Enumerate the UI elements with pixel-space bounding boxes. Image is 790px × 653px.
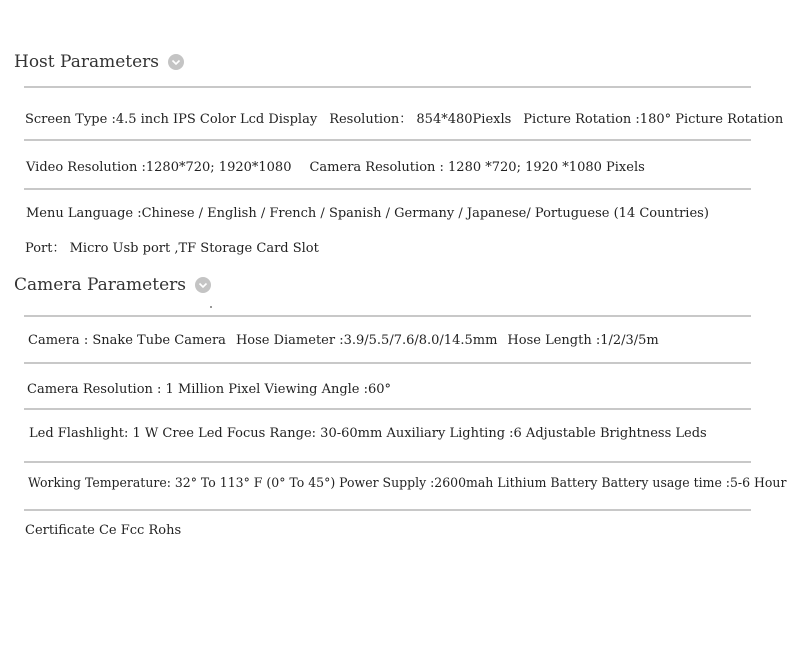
divider	[24, 86, 751, 88]
host-row-video	[26, 160, 645, 175]
chevron-down-icon[interactable]	[168, 54, 184, 70]
menu-language-text: Menu Language :Chinese / English / French / Spanish / Germany / Japanese/ Portuguese (14 Countries)	[26, 206, 709, 221]
led-flashlight-text: Led Flashlight: 1 W Cree Led Focus Range: 30-60mm Auxiliary Lighting :6 Adjustable Brightness Leds	[29, 426, 707, 441]
screen-type-text: Screen Type :4.5 inch IPS Color Lcd Display	[25, 112, 318, 127]
camera-row-hose	[28, 333, 659, 348]
divider	[24, 461, 751, 463]
port-text: Port： Micro Usb port ,TF Storage Card Slot	[25, 241, 319, 256]
certificate-text: Certificate Ce Fcc Rohs	[25, 523, 182, 538]
host-parameters-title: Host Parameters	[14, 52, 160, 72]
host-parameters-heading	[14, 52, 184, 72]
chevron-down-icon[interactable]	[195, 277, 211, 293]
host-row-screen	[25, 108, 783, 127]
divider	[24, 509, 751, 511]
camera-parameters-heading	[14, 275, 211, 295]
video-resolution-text: Video Resolution :1280*720; 1920*1080	[26, 160, 292, 175]
camera-resolution-text: Camera Resolution : 1280 *720; 1920 *1080 Pixels	[309, 160, 645, 175]
working-temperature-text: Working Temperature: 32° To 113° F (0° To 45°) Power Supply :2600mah Lithium Battery Battery usage time :5-6 Hour	[28, 476, 787, 491]
hose-diameter-text: Hose Diameter :3.9/5.5/7.6/8.0/14.5mm	[235, 333, 498, 348]
divider	[24, 139, 751, 141]
stray-dot	[210, 306, 212, 308]
camera-parameters-title: Camera Parameters	[14, 275, 186, 295]
divider	[24, 408, 751, 410]
divider	[24, 188, 751, 190]
divider	[24, 362, 751, 364]
camera-resolution-angle-text: Camera Resolution : 1 Million Pixel Viewing Angle :60°	[27, 382, 392, 397]
picture-rotation-text: Picture Rotation :180° Picture Rotation	[523, 112, 784, 127]
divider	[24, 315, 751, 317]
hose-length-text: Hose Length :1/2/3/5m	[507, 333, 659, 348]
camera-type-text: Camera : Snake Tube Camera	[28, 333, 226, 348]
resolution-text: Resolution： 854*480Piexls	[329, 112, 512, 127]
